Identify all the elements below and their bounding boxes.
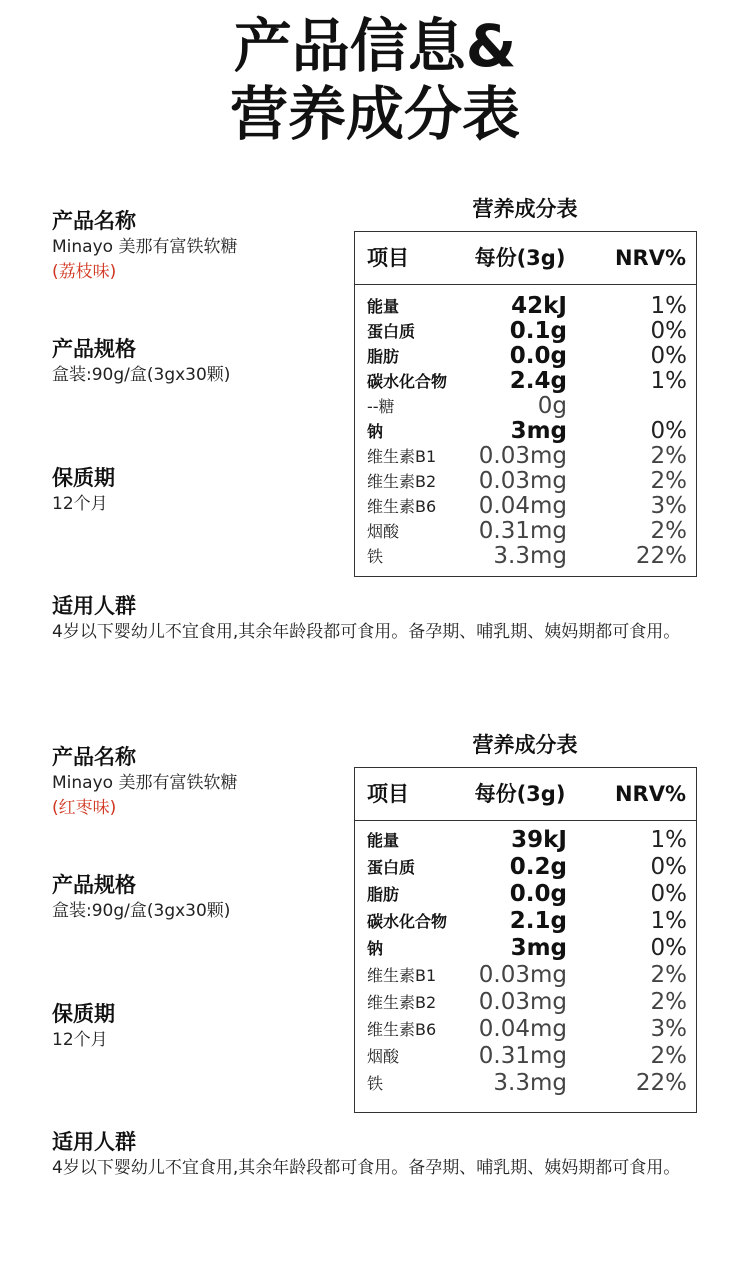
product-spec-label: 产品规格 [52, 873, 136, 897]
nutrition-table-title: 营养成分表 [472, 733, 578, 757]
nutrient-name: 蛋白质 [367, 858, 416, 877]
nutrient-nrv: 22% [635, 1070, 687, 1096]
nutrient-nrv: 1% [650, 827, 687, 853]
nutrition-row [355, 319, 696, 344]
nutrient-nrv: 2% [650, 989, 687, 1015]
nutrient-name: 维生素B6 [367, 497, 437, 516]
nutrition-row [355, 1071, 696, 1096]
shelf-life-value: 12个月 [52, 1030, 108, 1050]
nutrient-amount: 0.31mg [478, 1043, 567, 1069]
nutrient-amount: 42kJ [511, 293, 567, 319]
nutrient-amount: 0.2g [509, 854, 567, 880]
nutrient-nrv: 1% [650, 908, 687, 934]
nutrient-name: 铁 [367, 547, 384, 566]
nutrient-amount: 0.03mg [478, 468, 567, 494]
header-nrv: NRV% [614, 782, 686, 806]
nutrient-amount: 0.1g [509, 318, 567, 344]
nutrient-name: 维生素B2 [367, 993, 437, 1012]
nutrient-name: 碳水化合物 [367, 912, 448, 931]
nutrient-amount: 0g [537, 393, 567, 419]
nutrition-row [355, 344, 696, 369]
nutrition-row [355, 936, 696, 961]
nutrient-amount: 0.31mg [478, 518, 567, 544]
header-per-serving: 每份(3g) [474, 246, 566, 270]
nutrient-name: 钠 [367, 939, 384, 958]
nutrient-name: 维生素B6 [367, 1020, 437, 1039]
nutrient-nrv: 2% [650, 518, 687, 544]
page-title-line2: 营养成分表 [229, 80, 520, 148]
nutrition-row [355, 855, 696, 880]
nutrient-amount: 2.4g [509, 368, 567, 394]
product-name-label: 产品名称 [52, 209, 136, 233]
header-per-serving: 每份(3g) [474, 782, 566, 806]
nutrition-row [355, 519, 696, 544]
nutrition-row [355, 444, 696, 469]
nutrient-amount: 3.3mg [493, 543, 567, 569]
nutrient-nrv: 0% [650, 881, 687, 907]
header-nrv: NRV% [614, 246, 686, 270]
nutrient-name: --糖 [367, 397, 395, 416]
nutrition-row [355, 882, 696, 907]
nutrition-row [355, 544, 696, 569]
audience-label: 适用人群 [52, 594, 136, 618]
product-name-label: 产品名称 [52, 745, 136, 769]
nutrition-row [355, 419, 696, 444]
nutrient-nrv: 3% [650, 1016, 687, 1042]
nutrient-amount: 0.04mg [478, 493, 567, 519]
nutrient-nrv: 2% [650, 443, 687, 469]
nutrition-row [355, 1044, 696, 1069]
nutrient-name: 脂肪 [367, 885, 400, 904]
nutrient-amount: 3mg [510, 418, 567, 444]
product-spec-label: 产品规格 [52, 337, 136, 361]
nutrient-name: 烟酸 [367, 1047, 400, 1066]
nutrient-name: 铁 [367, 1074, 384, 1093]
nutrition-row [355, 909, 696, 934]
nutrition-row [355, 990, 696, 1015]
nutrient-nrv: 0% [650, 935, 687, 961]
nutrition-row [355, 494, 696, 519]
nutrient-name: 脂肪 [367, 347, 400, 366]
nutrition-row [355, 963, 696, 988]
shelf-life-label: 保质期 [52, 1002, 115, 1026]
nutrient-nrv: 2% [650, 962, 687, 988]
nutrition-table [354, 767, 697, 1113]
nutrient-amount: 0.03mg [478, 989, 567, 1015]
audience-value: 4岁以下婴幼儿不宜食用,其余年龄段都可食用。备孕期、哺乳期、姨妈期都可食用。 [52, 1158, 681, 1178]
nutrient-nrv: 1% [650, 293, 687, 319]
nutrition-table-header [355, 768, 696, 821]
nutrient-name: 钠 [367, 422, 384, 441]
product-spec-value: 盒装:90g/盒(3gx30颗) [52, 901, 231, 921]
nutrient-nrv: 0% [650, 318, 687, 344]
nutrition-table-header [355, 232, 696, 285]
nutrient-amount: 0.03mg [478, 962, 567, 988]
header-item: 项目 [367, 782, 409, 806]
nutrient-name: 蛋白质 [367, 322, 416, 341]
product-name-value: Minayo 美那有富铁软糖 [52, 237, 238, 257]
nutrition-row [355, 469, 696, 494]
product-section-jujube [0, 726, 750, 1266]
flavor-value: (红枣味) [52, 798, 117, 818]
nutrient-amount: 0.0g [509, 881, 567, 907]
nutrient-name: 能量 [367, 297, 400, 316]
nutrient-amount: 0.04mg [478, 1016, 567, 1042]
audience-label: 适用人群 [52, 1130, 136, 1154]
nutrient-name: 烟酸 [367, 522, 400, 541]
nutrient-amount: 0.0g [509, 343, 567, 369]
header-item: 项目 [367, 246, 409, 270]
nutrient-amount: 0.03mg [478, 443, 567, 469]
nutrient-amount: 3mg [510, 935, 567, 961]
nutrition-row [355, 828, 696, 853]
nutrient-nrv: 0% [650, 343, 687, 369]
nutrient-nrv: 3% [650, 493, 687, 519]
shelf-life-value: 12个月 [52, 494, 108, 514]
nutrition-table-title: 营养成分表 [472, 197, 578, 221]
nutrient-nrv: 0% [650, 418, 687, 444]
nutrient-nrv: 1% [650, 368, 687, 394]
nutrient-nrv: 22% [635, 543, 687, 569]
nutrient-nrv: 2% [650, 468, 687, 494]
nutrition-row [355, 394, 696, 419]
nutrient-name: 维生素B1 [367, 966, 437, 985]
nutrient-amount: 3.3mg [493, 1070, 567, 1096]
nutrient-name: 维生素B1 [367, 447, 437, 466]
product-section-lychee [0, 190, 750, 730]
nutrient-amount: 2.1g [509, 908, 567, 934]
product-name-value: Minayo 美那有富铁软糖 [52, 773, 238, 793]
nutrient-name: 维生素B2 [367, 472, 437, 491]
nutrient-amount: 39kJ [511, 827, 567, 853]
nutrient-nrv: 2% [650, 1043, 687, 1069]
nutrition-row [355, 1017, 696, 1042]
flavor-value: (荔枝味) [52, 262, 117, 282]
product-spec-value: 盒装:90g/盒(3gx30颗) [52, 365, 231, 385]
nutrient-name: 能量 [367, 831, 400, 850]
shelf-life-label: 保质期 [52, 466, 115, 490]
page-title-line1: 产品信息& [233, 12, 517, 80]
nutrient-name: 碳水化合物 [367, 372, 448, 391]
nutrient-nrv: 0% [650, 854, 687, 880]
nutrition-row [355, 294, 696, 319]
audience-value: 4岁以下婴幼儿不宜食用,其余年龄段都可食用。备孕期、哺乳期、姨妈期都可食用。 [52, 622, 681, 642]
nutrition-table [354, 231, 697, 577]
nutrition-row [355, 369, 696, 394]
